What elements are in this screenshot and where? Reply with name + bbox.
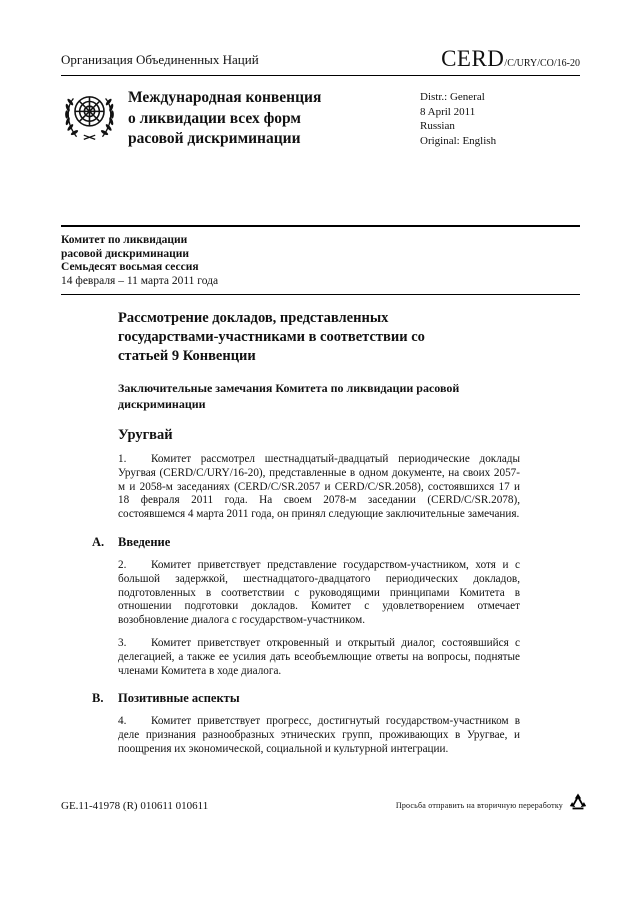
divider-thin (61, 294, 580, 295)
convention-title (128, 85, 321, 150)
convention-title-line: расовой дискриминации (128, 130, 301, 147)
language-line: Russian (420, 120, 455, 132)
committee-name-line: расовой дискриминации (61, 247, 190, 260)
recycle-block (396, 793, 588, 818)
distribution-block (420, 85, 580, 148)
paragraph-number: 4. (118, 715, 127, 728)
paragraph-text: Комитет рассмотрел шестнадцатый-двадцатый периодические доклады Уругвая (CERD/C/URY/16-20), представленные в одном документе, на своих 2057-м и 2058-м заседаниях (CERD/C/SR.2057 и CERD/C/SR.2058), состоявшихся 17 и 18 февраля 2011 года. На своем 2078-м заседании (CERD/C/SR.2078), состоявшемся 4 марта 2011 года, он принял следующие заключительные замечания. (118, 453, 520, 521)
committee-block (61, 227, 580, 294)
paragraph-3 (118, 637, 520, 678)
paragraph-number: 2. (118, 558, 127, 571)
original-language-line: Original: English (420, 134, 497, 147)
paragraph-4 (118, 715, 520, 756)
un-org-name: Организация Объединенных Наций (61, 52, 259, 67)
section-title: Позитивные аспекты (118, 691, 240, 706)
paragraph-text: Комитет приветствует представление государством-участником, хотя и с большой задержкой, шестнадцатого-двадцатого периодических докладов, подготовленных в соответствии с руководящими принципами Комитета в отношении подготовки докладов. Комитет с удовлетворением отмечает возобновление диалога с государством-участником. (118, 558, 520, 627)
section-letter: A. (92, 534, 105, 549)
masthead (61, 85, 580, 225)
paragraph-number: 1. (118, 453, 127, 465)
convention-title-line: о ликвидации всех форм (128, 109, 301, 127)
document-footer (61, 793, 588, 818)
paragraph-text: Комитет приветствует откровенный и открытый диалог, состоявшийся с делегацией, а также ее усилия дать всеобъемлющие ответы на вопросы, поднятые членами Комитета в ходе диалога. (118, 636, 520, 677)
recycle-icon (568, 793, 588, 818)
session-line: Семьдесят восьмая сессия (61, 261, 199, 273)
un-emblem-icon (61, 87, 118, 144)
date-line: 8 April 2011 (420, 105, 476, 118)
paragraph-2 (118, 559, 520, 628)
section-letter: B. (92, 691, 104, 706)
convention-title-line: Международная конвенция (128, 89, 322, 106)
paragraph-text: Комитет приветствует прогресс, достигнутый государством-участником в деле признания разнообразных этнических групп, проживающих в Уругвае, и поощрения их экономической, социальной и культурной интеграции. (118, 715, 520, 755)
distr-line: Distr.: General (420, 91, 485, 103)
paragraph-number: 3. (118, 636, 127, 649)
document-body (92, 309, 520, 757)
document-symbol (441, 46, 580, 72)
concluding-observations-subtitle: Заключительные замечания Комитета по ликвидации расовой дискриминации (118, 381, 460, 411)
session-dates: 14 февраля – 11 марта 2011 года (61, 274, 219, 287)
section-a-heading (92, 535, 520, 550)
report-consideration-title: Рассмотрение докладов, представленных государствами-участниками в соответствии со статьей 9 Конвенции (118, 310, 425, 364)
country-heading: Уругвай (118, 427, 173, 443)
section-title: Введение (118, 534, 171, 549)
ge-reference: GE.11-41978 (R) 010611 010611 (61, 799, 209, 812)
section-b-heading (92, 691, 520, 706)
document-symbol-suffix: /C/URY/CO/16-20 (504, 58, 580, 69)
document-header (61, 46, 580, 76)
document-symbol-series: CERD (441, 46, 505, 71)
committee-name-line: Комитет по ликвидации (61, 234, 188, 246)
paragraph-1 (118, 453, 520, 522)
recycle-note: Просьба отправить на вторичную переработку (395, 801, 563, 810)
